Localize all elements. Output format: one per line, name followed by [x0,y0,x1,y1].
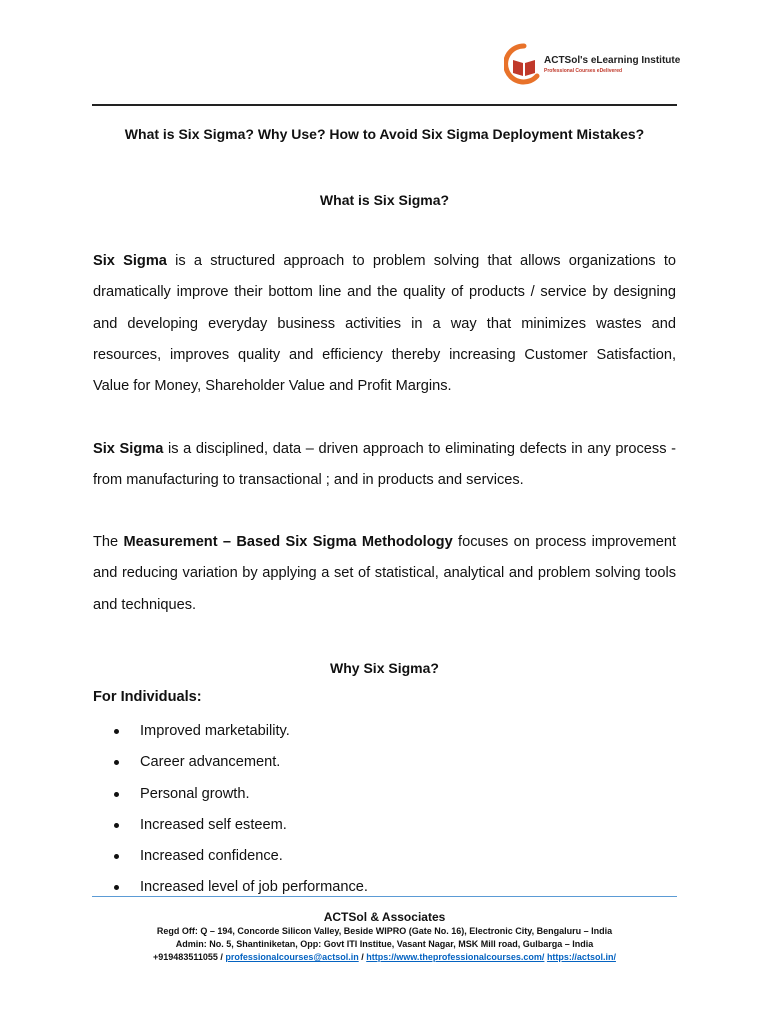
footer-contacts [92,951,677,964]
list-item [110,841,368,872]
paragraph-bold: Measurement – Based Six Sigma Methodology [123,534,453,550]
paragraph-text: is a structured approach to problem solving that allows organizations to dramatically improve their bottom line and the quality of products / service by designing and developing everyday business activities in a way that minimizes wastes and resources, improves quality and efficiency thereby increasing Customer Satisfaction, Value for Money, Shareholder Value and Profit Margins. [93,253,676,395]
paragraph-lead: Six Sigma [93,253,167,269]
paragraph-lead: Six Sigma [93,441,164,457]
bullet-icon [114,792,119,797]
bullet-icon [114,760,119,765]
footer-separator: / [217,952,226,962]
footer-website-link[interactable]: https://www.theprofessionalcourses.com/ [366,952,545,962]
list-item [110,779,368,810]
header-divider [92,104,677,106]
list-item [110,747,368,778]
paragraph-pre: The [93,534,124,550]
paragraph-data-driven [93,434,676,497]
list-item-text: Improved marketability. [140,723,290,739]
section-heading-why: Why Six Sigma? [330,660,439,676]
open-book-swoosh-icon [504,42,544,86]
footer-separator: / [358,952,367,962]
footer [92,909,677,964]
footer-registered-office: Regd Off: Q – 194, Concorde Silicon Valley, Beside WIPRO (Gate No. 16), Electronic City, Bengaluru – India [156,926,613,936]
list-item [110,810,368,841]
bullet-icon [114,885,119,890]
list-item-text: Personal growth. [140,785,250,802]
section-heading-what-is: What is Six Sigma? [319,192,450,208]
paragraph-definition [93,246,676,402]
document-title: What is Six Sigma? Why Use? How to Avoid Six Sigma Deployment Mistakes? [124,126,645,142]
subheading-individuals: For Individuals: [93,689,202,705]
bullet-icon [114,823,119,828]
footer-divider [92,896,677,897]
list-item [110,872,368,903]
paragraph-methodology [93,527,676,621]
benefits-list [110,716,368,904]
footer-website-link-2[interactable]: https://actsol.in/ [546,952,616,962]
logo [504,42,684,92]
bullet-icon [114,729,119,734]
logo-name: ACTSol's eLearning Institute [544,55,681,66]
list-item-text: Increased level of job performance. [140,879,368,896]
bullet-icon [114,854,119,859]
list-item-text: Increased confidence. [140,848,283,865]
list-item-text: Increased self esteem. [140,816,287,833]
footer-phone: +919483511055 [153,952,218,962]
paragraph-text: focuses on process improvement and reducing variation by applying a set of statistical, analytical and problem solving tools and techniques. [93,534,677,613]
logo-tagline: Professional Courses eDelivered [544,68,623,74]
footer-admin-office: Admin: No. 5, Shantiniketan, Opp: Govt ITI Institue, Vasant Nagar, MSK Mill road, Gulbarga – India [175,939,594,949]
footer-company: ACTSol & Associates [323,910,446,924]
paragraph-text: is a disciplined, data – driven approach to eliminating defects in any process - from manufacturing to transactional ; and in products and services. [93,441,676,489]
list-item [110,716,368,747]
footer-email-link[interactable]: professionalcourses@actsol.in [225,952,359,962]
list-item-text: Career advancement. [140,754,281,771]
